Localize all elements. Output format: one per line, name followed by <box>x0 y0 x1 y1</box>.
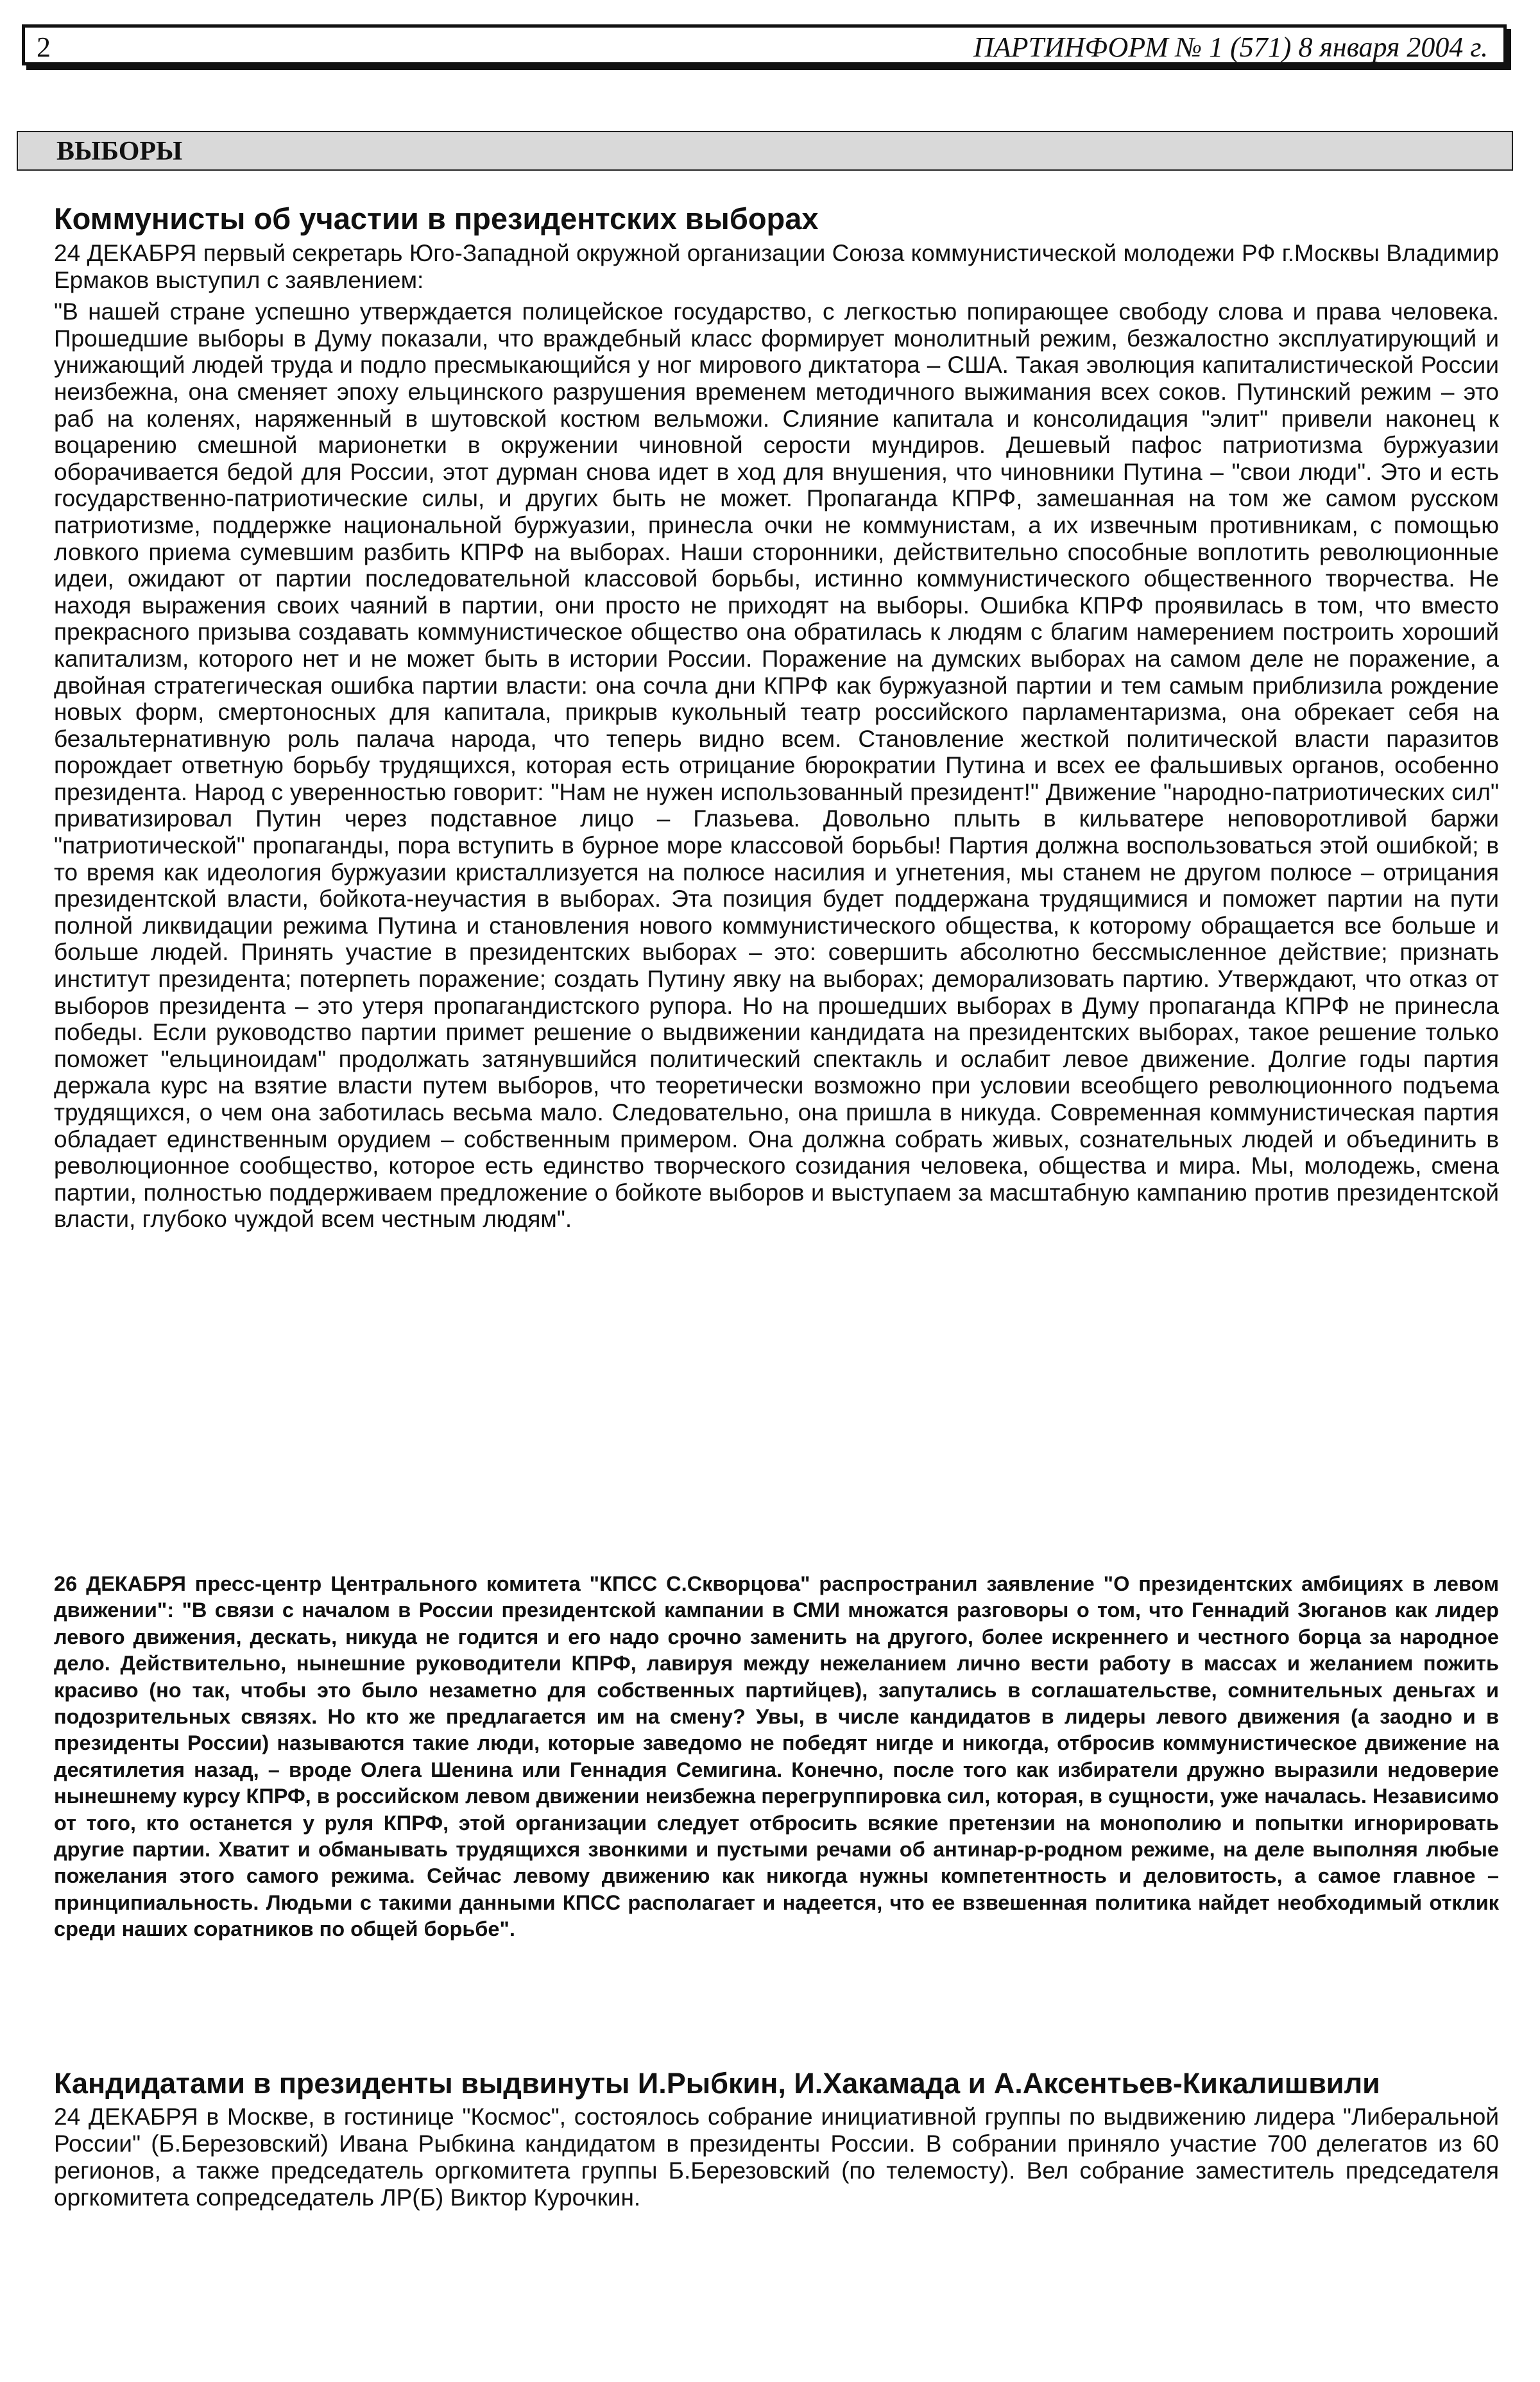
section-header <box>17 131 1513 171</box>
article-body <box>54 240 1499 1233</box>
press-statement-paragraph: 26 ДЕКАБРЯ пресс-центр Центрального комитета "КПСС С.Скворцова" распространил заявление "О президентских амбициях в левом движении": "В связи с началом в России президентской кампании в СМИ множатся разговоры о том, что Геннадий Зюганов как лидер левого движения, дескать, никуда не годится и его надо срочно заменить на другого, более искреннего и честного борца за народное дело. Действительно, нынешние руководители КПРФ, лавируя между нежеланием лично вести работу в массах и желанием пожить красиво (но так, чтобы это было незаметно для собственных партийцев), запутались в соглашательстве, сомнительных деньгах и подозрительных связях. Но кто же предлагается им на смену? Увы, в числе кандидатов в лидеры левого движения (а заодно и в президенты России) называются такие люди, которые заведомо не победят нигде и никогда, отбросив коммунистическое движение на десятилетия назад, – вроде Олега Шенина или Геннадия Семигина. Конечно, после того как избиратели дружно выразили недоверие нынешнему курсу КПРФ, в российском левом движении неизбежна перегруппировка сил, которая, в сущности, уже началась. Независимо от того, кто останется у руля КПРФ, этой организации следует отбросить всякие претензии на монополию и попытки игнорировать другие партии. Хватит и обманывать трудящихся звонкими и пустыми речами об антинар-р-родном режиме, на деле выполняя любые пожелания этого самого режима. Сейчас левому движению как никогда нужны компетентность и деловитость, а самое главное – принципиальность. Людьми с такими данными КПСС располагает и надеется, что ее взвешенная политика найдет необходимый отклик среди наших соратников по общей борьбе". <box>54 1572 1499 1941</box>
page-number: 2 <box>37 31 51 63</box>
page-header <box>22 24 1507 65</box>
section-title: ВЫБОРЫ <box>56 137 183 166</box>
article-title-2: Кандидатами в президенты выдвинуты И.Рыбкин, И.Хакамада и А.Аксентьев-Кикалишвили <box>54 2067 1380 2100</box>
masthead: ПАРТИНФОРМ № 1 (571) 8 января 2004 г. <box>973 31 1488 63</box>
article-body-2 <box>54 2104 1499 2211</box>
article-quote-paragraph: "В нашей стране успешно утверждается полицейское государство, с легкостью попирающее свободу слова и права человека. Прошедшие выборы в Думу показали, что враждебный класс формирует монолитный режим, безжалостно эксплуатирующий и унижающий людей труда и подло пресмыкающийся у ног мирового диктатора – США. Такая эволюция капиталистической России неизбежна, она сменяет эпоху ельцинского разрушения временем методичного выжимания всех соков. Путинский режим – это раб на коленях, наряженный в шутовской костюм вельможи. Слияние капитала и консолидация "элит" привели наконец к воцарению смешной марионетки в окружении чиновной серости мундиров. Дешевый пафос патриотизма буржуазии оборачивается бедой для России, этот дурман снова идет в ход для внушения, что чиновники Путина – "свои люди". Это и есть государственно-патриотические силы, и других быть не может. Пропаганда КПРФ, замешанная на том же самом русском патриотизме, поддержке национальной буржуазии, принесла очки не коммунистам, а их извечным противникам, с помощью ловкого приема сумевшим разбить КПРФ на выборах. Наши сторонники, действительно способные воплотить революционные идеи, ожидают от партии последовательной классовой борьбы, истинно коммунистического общественного творчества. Не находя выражения своих чаяний в партии, они просто не приходят на выборы. Ошибка КПРФ проявилась в том, что вместо прекрасного призыва создавать коммунистическое общество она обратилась к людям с благим намерением построить хороший капитализм, которого нет и не может быть в истории России. Поражение на думских выборах на самом деле не поражение, а двойная стратегическая ошибка партии власти: она сочла дни КПРФ как буржуазной партии и тем самым приблизила рождение новых форм, смертоносных для капитала, прикрыв кукольный театр российского парламентаризма, она обрекает себя на безальтернативную роль палача народа, что теперь видно всем. Становление жесткой политической власти паразитов порождает ответную борьбу трудящихся, которая есть отрицание бюрократии Путина и всех ее фальшивых органов, особенно президента. Народ с уверенностью говорит: "Нам не нужен использованный президент!" Движение "народно-патриотических сил" приватизировал Путин через подставное лицо – Глазьева. Довольно плыть в кильватере неповоротливой баржи "патриотической" пропаганды, пора вступить в бурное море классовой борьбы! Партия должна воспользоваться этой ошибкой; в то время как идеология буржуазии кристаллизуется на полюсе насилия и угнетения, мы станем не другом полюсе – отрицания президентской власти, бойкота-неучастия в выборах. Эта позиция будет поддержана трудящимися и поможет партии на пути полной ликвидации режима Путина и становления нового коммунистического общества, к которому обращается все больше и больше людей. Принять участие в президентских выборах – это: совершить абсолютно бессмысленное действие; признать институт президента; потерпеть поражение; создать Путину явку на выборах; деморализовать партию. Утверждают, что отказ от выборов президента – это утеря пропагандистского рупора. Но на прошедших выборах в Думу пропаганда КПРФ не принесла победы. Если руководство партии примет решение о выдвижении кандидата на президентских выборах, такое решение только поможет "ельциноидам" продолжать затянувшийся политический спектакль и ослабит левое движение. Долгие годы партия держала курс на взятие власти путем выборов, что теоретически возможно при условии всеобщего революционного подъема трудящихся, о чем она заботилась весьма мало. Следовательно, она пришла в никуда. Современная коммунистическая партия обладает единственным орудием – собственным примером. Она должна собрать живых, сознательных людей и объединить в революционное сообщество, которое есть единство творческого созидания человека, общества и мира. Мы, молодежь, смена партии, полностью поддерживаем предложение о бойкоте выборов и выступаем за масштабную кампанию против президентской власти, глубоко чуждой всем честным людям". <box>54 298 1499 1233</box>
article-paragraph: 24 ДЕКАБРЯ в Москве, в гостинице "Космос", состоялось собрание инициативной группы по выдвижению лидера "Либеральной России" (Б.Березовский) Ивана Рыбкина кандидатом в президенты России. В собрании приняло участие 700 делегатов из 60 регионов, а также председатель оргкомитета группы Б.Березовский (по телемосту). Вел собрание заместитель председателя оргкомитета сопредседатель ЛР(Б) Виктор Курочкин. <box>54 2104 1499 2211</box>
article-title: Коммунисты об участии в президентских выборах <box>54 201 819 236</box>
article-lead-paragraph: 24 ДЕКАБРЯ первый секретарь Юго-Западной окружной организации Союза коммунистической молодежи РФ г.Москвы Владимир Ермаков выступил с заявлением: <box>54 240 1499 293</box>
